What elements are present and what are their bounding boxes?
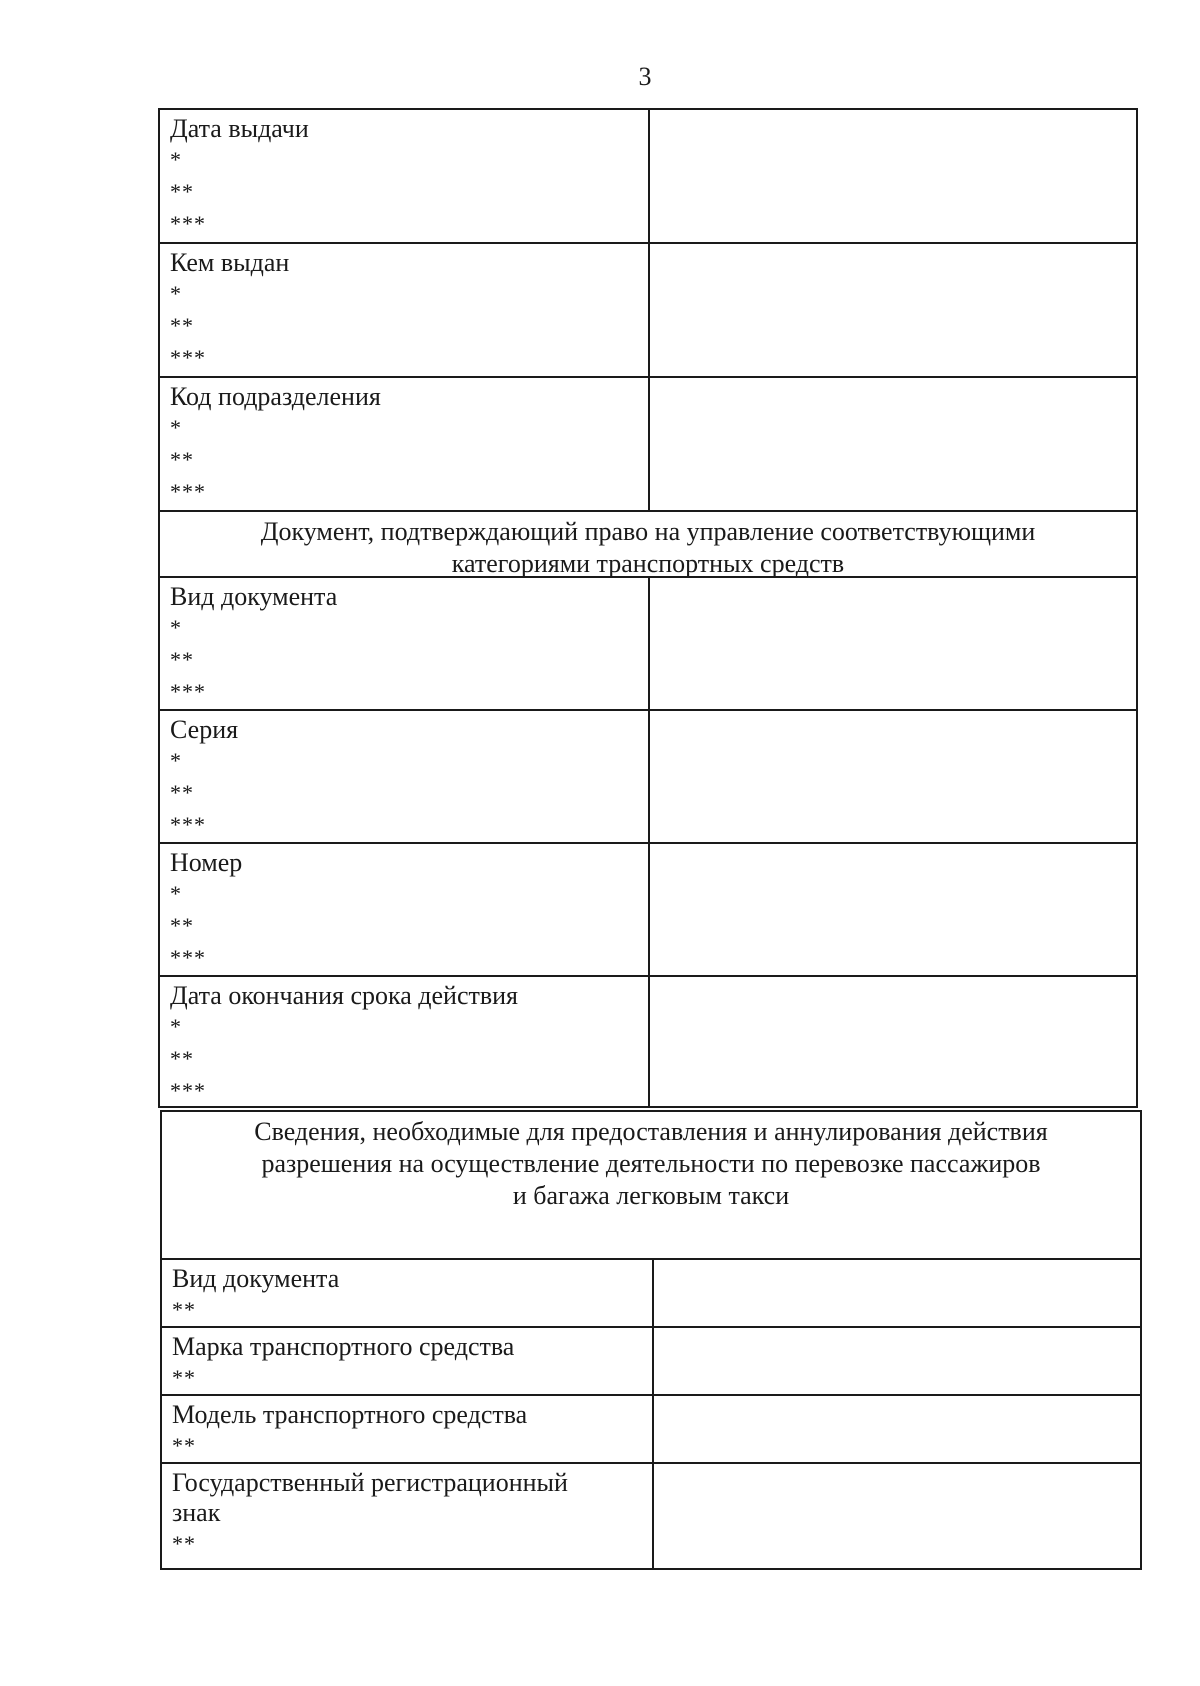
marker-3: ***: [170, 211, 206, 236]
marker-2: **: [170, 1046, 194, 1071]
field-label-document-type: Вид документа: [172, 1264, 340, 1293]
field-label-issue-date: Дата выдачи: [170, 114, 309, 143]
table-row: [162, 1328, 1140, 1396]
label-cell: [160, 711, 650, 842]
table-row: [160, 844, 1136, 977]
label-cell: [160, 578, 650, 709]
value-cell-issued-by[interactable]: [650, 244, 1136, 376]
table-row: [162, 1396, 1140, 1464]
marker-1: *: [170, 147, 182, 172]
value-cell-registration-plate[interactable]: [654, 1464, 1140, 1568]
marker-2: **: [170, 447, 194, 472]
value-cell-issue-date[interactable]: [650, 110, 1136, 242]
field-label-registration-plate: Государственный регистрационный: [172, 1468, 568, 1497]
value-cell-vehicle-model[interactable]: [654, 1396, 1140, 1462]
section-header-line: и багажа легковым такси: [512, 1181, 790, 1210]
field-label-vehicle-model: Модель транспортного средства: [172, 1400, 528, 1429]
label-cell: [160, 110, 650, 242]
field-label-issued-by: Кем выдан: [170, 248, 290, 277]
marker-1: *: [170, 281, 182, 306]
label-cell: [160, 844, 650, 975]
marker-2: **: [170, 313, 194, 338]
table-row: [160, 711, 1136, 844]
field-label-division-code: Код подразделения: [170, 382, 381, 411]
table-row: [162, 1260, 1140, 1328]
marker-2: **: [172, 1531, 196, 1556]
marker-3: ***: [170, 812, 206, 837]
marker-3: ***: [170, 345, 206, 370]
label-cell: [160, 977, 650, 1108]
field-label-expiry-date: Дата окончания срока действия: [170, 981, 519, 1010]
marker-2: **: [170, 780, 194, 805]
table-row: [160, 244, 1136, 378]
table-row: [160, 578, 1136, 711]
marker-1: *: [170, 615, 182, 640]
taxi-permit-table: [160, 1110, 1142, 1570]
field-label-series: Серия: [170, 715, 239, 744]
section-header-row: [160, 512, 1136, 578]
marker-2: **: [170, 647, 194, 672]
table-row: [160, 110, 1136, 244]
marker-1: *: [170, 1014, 182, 1039]
table-row: [162, 1464, 1140, 1568]
marker-2: **: [172, 1433, 196, 1458]
label-cell: [160, 244, 650, 376]
value-cell-document-type[interactable]: [650, 578, 1136, 709]
section-header-line: категориями транспортных средств: [451, 549, 845, 578]
value-cell-number[interactable]: [650, 844, 1136, 975]
field-label-vehicle-make: Марка транспортного средства: [172, 1332, 515, 1361]
value-cell-vehicle-make[interactable]: [654, 1328, 1140, 1394]
value-cell-division-code[interactable]: [650, 378, 1136, 510]
field-label-document-type: Вид документа: [170, 582, 338, 611]
label-cell: [162, 1260, 654, 1326]
marker-2: **: [172, 1365, 196, 1390]
table-row: [160, 977, 1136, 1108]
marker-3: ***: [170, 679, 206, 704]
marker-2: **: [172, 1297, 196, 1322]
label-cell: [160, 378, 650, 510]
field-label-registration-plate-cont: знак: [172, 1498, 221, 1527]
marker-3: ***: [170, 945, 206, 970]
label-cell: [162, 1464, 654, 1568]
label-cell: [162, 1396, 654, 1462]
label-cell: [162, 1328, 654, 1394]
section-header-line: разрешения на осуществление деятельности по перевозке пассажиров: [261, 1149, 1041, 1178]
section-header-row: [162, 1112, 1140, 1260]
marker-1: *: [170, 415, 182, 440]
marker-2: **: [170, 913, 194, 938]
section-header-line: Документ, подтверждающий право на управление соответствующими: [260, 517, 1036, 546]
value-cell-series[interactable]: [650, 711, 1136, 842]
value-cell-expiry-date[interactable]: [650, 977, 1136, 1108]
marker-1: *: [170, 748, 182, 773]
section-header-line: Сведения, необходимые для предоставления и аннулирования действия: [254, 1117, 1048, 1146]
table-row: [160, 378, 1136, 512]
field-label-number: Номер: [170, 848, 243, 877]
marker-1: *: [170, 881, 182, 906]
page-number: 3: [638, 62, 652, 91]
section-header-driving-licence: [160, 512, 1136, 576]
identity-document-table: [158, 108, 1138, 1108]
value-cell-document-type[interactable]: [654, 1260, 1140, 1326]
marker-3: ***: [170, 1078, 206, 1103]
section-header-taxi-permit: [162, 1112, 1140, 1258]
marker-2: **: [170, 179, 194, 204]
marker-3: ***: [170, 479, 206, 504]
